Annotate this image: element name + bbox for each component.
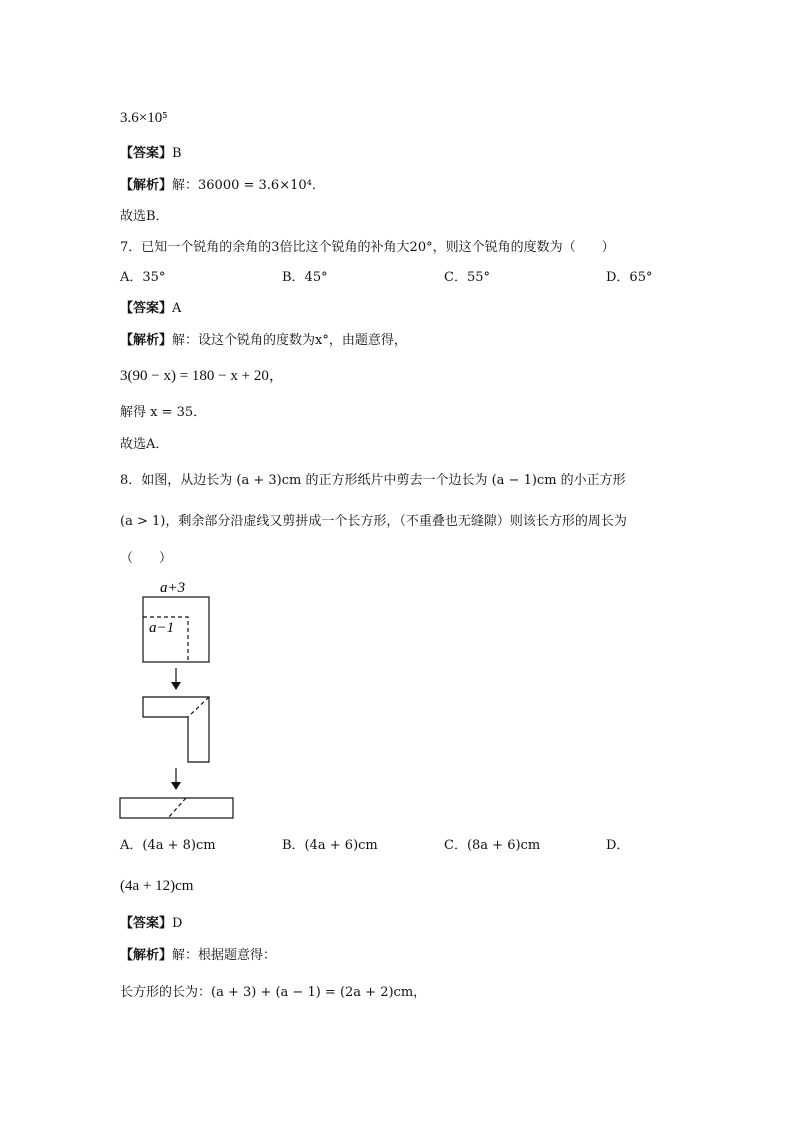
q8-stem-line-1: 8．如图，从边长为 (a + 3)cm 的正方形纸片中剪去一个边长为 (a − 1)cm 的小正方形 (120, 473, 626, 488)
q7-option-c: C．55° (444, 270, 490, 285)
q8-option-c: C．(8a + 6)cm (444, 838, 541, 853)
answer-tag: 【答案】 (120, 146, 173, 161)
q8-answer-line (120, 914, 182, 934)
figure-label-outer: a+3 (160, 580, 186, 596)
q8-option-b: B．(4a + 6)cm (282, 838, 378, 853)
q7-equation-1: 3(90 − x) = 180 − x + 20， (120, 368, 284, 384)
result-rectangle (120, 798, 233, 818)
arrow-1-head (171, 682, 181, 690)
q8-stem-line-3: （ ） (120, 551, 173, 566)
q6-answer-line (120, 144, 182, 164)
q8-option-a: A．(4a + 8)cm (120, 838, 216, 853)
q6-option-d: 3.6×10⁵ (120, 110, 168, 126)
analysis-tag: 【解析】 (120, 178, 173, 193)
q8-stem-line-2: (a > 1)，剩余部分沿虚线又剪拼成一个长方形，（不重叠也无缝隙）则该长方形的周长为 (120, 514, 627, 529)
q6-analysis-line (120, 176, 325, 196)
q8-analysis-line (120, 946, 276, 966)
q7-stem: 7．已知一个锐角的余角的3倍比这个锐角的补角大20°，则这个锐角的度数为（ ） (120, 240, 615, 255)
q6-conclusion: 故选B． (120, 209, 169, 224)
q8-option-d: D． (606, 838, 630, 853)
l-shape-dashed-cut (188, 697, 209, 717)
analysis-text: 解：根据题意得： (172, 948, 277, 963)
q7-analysis-line (120, 331, 407, 351)
rectangle-dashed-cut (168, 798, 186, 818)
analysis-text: 解：36000 = 3.6×10⁴． (172, 178, 325, 193)
q7-equation-2: 解得 x = 35． (120, 405, 207, 420)
q8-option-d-value: (4a + 12)cm (120, 878, 194, 894)
answer-tag: 【答案】 (120, 916, 173, 931)
q7-option-a: A．35° (120, 270, 166, 285)
analysis-text: 解：设这个锐角的度数为x°，由题意得， (172, 333, 407, 348)
q7-option-d: D．65° (606, 270, 653, 285)
answer-value: A (172, 301, 182, 316)
analysis-tag: 【解析】 (120, 948, 173, 963)
answer-tag: 【答案】 (120, 301, 173, 316)
q8-equation-1: 长方形的长为：(a + 3) + (a − 1) = (2a + 2)cm， (120, 985, 427, 1000)
answer-value: D (172, 916, 183, 931)
l-shape (143, 697, 209, 762)
q7-answer-line (120, 299, 181, 319)
figure-label-inner: a−1 (149, 620, 175, 636)
q8-figure (110, 572, 245, 822)
q7-option-b: B．45° (282, 270, 328, 285)
analysis-tag: 【解析】 (120, 333, 173, 348)
q7-conclusion: 故选A． (120, 437, 169, 452)
arrow-2-head (171, 782, 181, 790)
answer-value: B (172, 146, 182, 161)
